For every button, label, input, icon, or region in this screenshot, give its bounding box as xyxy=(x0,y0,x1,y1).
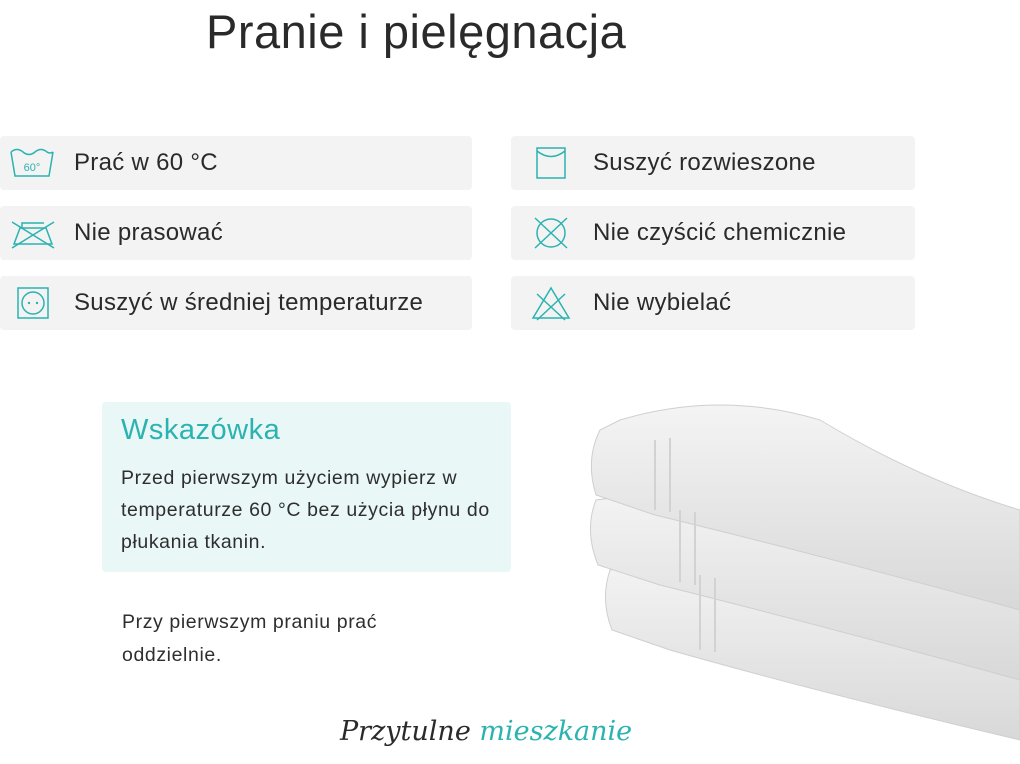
tip-text: Przed pierwszym użyciem wypierz w temperaturze 60 °C bez użycia płynu do płukania tkanin. xyxy=(121,467,490,553)
no-dry-clean-icon xyxy=(527,214,575,252)
care-label: Suszyć w średniej temperaturze xyxy=(74,289,424,316)
care-item-tumble-dry xyxy=(0,276,472,330)
brand-part1: Przytulne xyxy=(340,716,471,747)
brand-logo xyxy=(340,716,632,747)
wash-temp-label: 60° xyxy=(23,162,41,174)
care-label: Nie wybielać xyxy=(593,289,732,316)
brand-part2: mieszkanie xyxy=(479,716,633,747)
care-item-no-dry-clean xyxy=(511,206,915,260)
no-iron-icon xyxy=(8,214,56,252)
tip-box xyxy=(102,402,511,572)
wash-60-icon xyxy=(8,144,56,182)
hang-dry-icon xyxy=(527,144,575,182)
no-bleach-icon xyxy=(527,284,575,322)
care-label: Prać w 60 °C xyxy=(74,149,218,176)
care-label: Nie czyścić chemicznie xyxy=(593,219,847,246)
care-label: Nie prasować xyxy=(74,219,223,246)
care-item-no-bleach xyxy=(511,276,915,330)
care-item-hang-dry xyxy=(511,136,915,190)
care-item-no-iron xyxy=(0,206,472,260)
page-title: Pranie i pielęgnacja xyxy=(206,5,627,58)
tip-title: Wskazówka xyxy=(121,414,281,446)
tumble-dry-medium-icon xyxy=(8,284,56,322)
washing-note: Przy pierwszym praniu prać oddzielnie. xyxy=(122,611,378,666)
care-item-wash-60 xyxy=(0,136,472,190)
towel-stack-image xyxy=(560,360,1020,764)
care-label: Suszyć rozwieszone xyxy=(593,149,816,176)
